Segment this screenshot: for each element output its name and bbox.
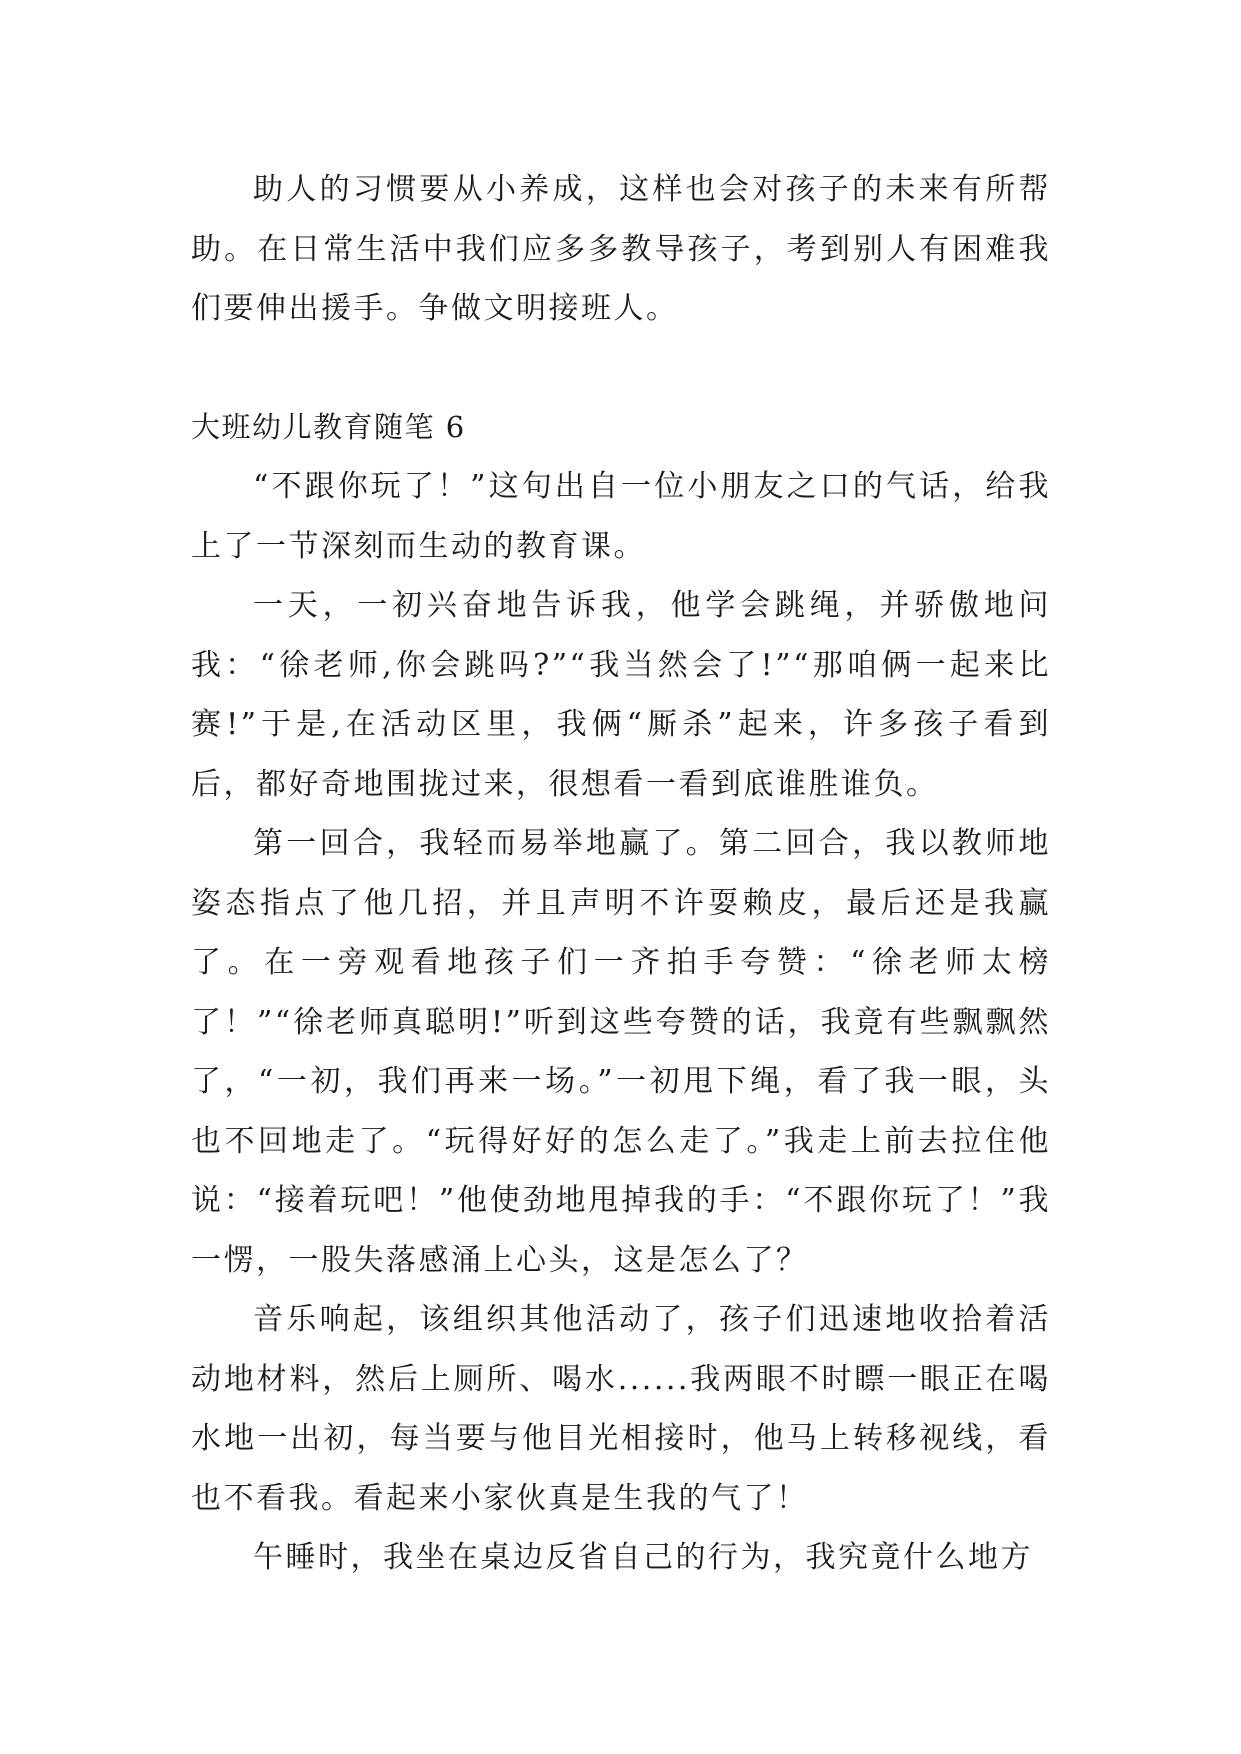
paragraph-3: 第一回合，我轻而易举地赢了。第二回合，我以教师地姿态指点了他几招，并且声明不许耍赖皮，最后还是我赢了。在一旁观看地孩子们一齐拍手夸赞：“徐老师太榜了！”“徐老师真聪明!”听到这些夸赞的话，我竟有些飘飘然了，“一初，我们再来一场。”一初甩下绳，看了我一眼，头也不回地走了。“玩得好好的怎么走了。”我走上前去拉住他说：“接着玩吧！”他使劲地甩掉我的手：“不跟你玩了！”我一愣，一股失落感涌上心头，这是怎么了？ bbox=[191, 826, 1051, 1278]
paragraph-5: 午睡时，我坐在桌边反省自己的行为，我究竟什么地方 bbox=[253, 1540, 1033, 1575]
paragraph-2: 一天，一初兴奋地告诉我，他学会跳绳，并骄傲地问我：“徐老师,你会跳吗?”“我当然会了!”“那咱俩一起来比赛!”于是,在活动区里，我俩“厮杀”起来，许多孩子看到后，都好奇地围拢过来，很想看一看到底谁胜谁负。 bbox=[191, 588, 1051, 802]
paragraph-4: 音乐响起，该组织其他活动了，孩子们迅速地收拾着活动地材料，然后上厕所、喝水......我两眼不时瞟一眼正在喝水地一出初，每当要与他目光相接时，他马上转移视线，看也不看我。看起来小家伙真是生我的气了！ bbox=[191, 1302, 1051, 1516]
section-title: 大班幼儿教育随笔 6 bbox=[191, 409, 466, 444]
section-spacer bbox=[191, 339, 1051, 398]
document-body bbox=[191, 160, 1051, 1588]
intro-paragraph: 助人的习惯要从小养成，这样也会对孩子的未来有所帮助。在日常生活中我们应多多教导孩子，考到别人有困难我们要伸出援手。争做文明接班人。 bbox=[191, 172, 1051, 326]
paragraph-1: “不跟你玩了！”这句出自一位小朋友之口的气话，给我上了一节深刻而生动的教育课。 bbox=[191, 469, 1051, 564]
